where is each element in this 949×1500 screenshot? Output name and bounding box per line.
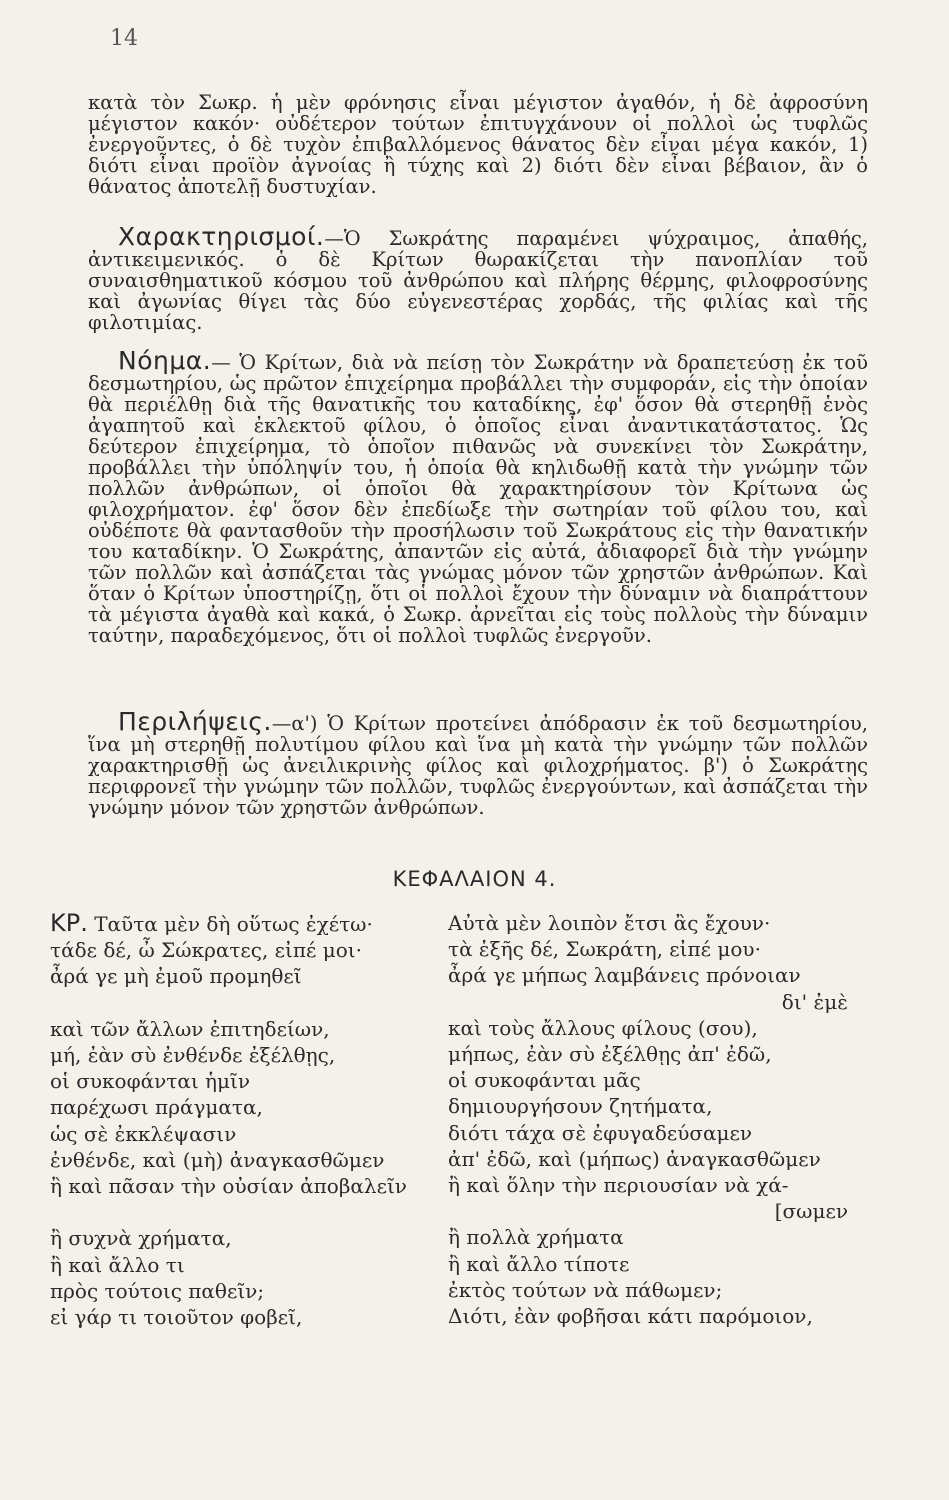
translation-line: δημιουργήσουν ζητήματα, xyxy=(448,1094,713,1119)
greek-line: ἆρά γε μὴ ἐμοῦ προμηθεῖ xyxy=(50,964,302,989)
greek-line: ὡς σὲ ἐκκλέψασιν xyxy=(50,1121,237,1146)
greek-line: ἢ καὶ πᾶσαν τὴν οὐσίαν ἀποβαλεῖν xyxy=(50,1174,407,1199)
translation-line: [σωμεν xyxy=(774,1199,848,1224)
greek-line xyxy=(50,1199,450,1225)
section-heading: Περιλήψεις. xyxy=(118,707,272,736)
translation-line: μήπως, ἐὰν σὺ ἐξέλθῃς ἀπ' ἐδῶ, xyxy=(448,1042,772,1067)
section-heading: Νόημα. xyxy=(118,346,212,375)
greek-line: ἢ συχνὰ χρήματα, xyxy=(50,1226,232,1251)
section-meaning xyxy=(88,346,868,647)
intro-text: κατὰ τὸν Σωκρ. ἡ μὲν φρόνησις εἶναι μέγιστον ἀγαθόν, ἡ δὲ ἀφροσύνη μέγιστον κακόν· οὐδέτερον τούτων ἐπιτυγχάνουν οἱ πολλοὶ ὡς τυφλῶς ἐνεργοῦντες, ὁ δὲ τυχὸν ἐπιβαλλόμενος θάνατος δὲν εἶναι μέγα κακόν, 1) διότι εἶναι προϊὸν ἀγνοίας ἢ τύχης καὶ 2) διότι δὲν εἶναι βέβαιον, ἂν ὁ θάνατος ἀποτελῇ δυστυχίαν. xyxy=(88,91,868,198)
translation-line: ἆρά γε μήπως λαμβάνεις πρόνοιαν xyxy=(448,963,801,988)
translation-line: οἱ συκοφάνται μᾶς xyxy=(448,1068,641,1093)
greek-line xyxy=(50,990,450,1016)
greek-line: τάδε δέ, ὦ Σώκρατες, εἰπέ μοι· xyxy=(50,938,362,963)
translation-line: δι' ἐμὲ xyxy=(781,989,848,1014)
meaning-paragraph xyxy=(88,346,868,647)
section-text: — Ὁ Κρίτων, διὰ νὰ πείσῃ τὸν Σωκράτην νὰ δραπετεύσῃ ἐκ τοῦ δεσμωτηρίου, ὡς πρῶτον ἐπιχείρημα προβάλλει τὴν συμφοράν, εἰς τὴν ὁποίαν θὰ περιέλθῃ διὰ τῆς θανατικῆς του καταδίκης, ἐφ' ὅσον θὰ στερηθῇ ἑνὸς ἀγαπητοῦ καὶ ἐκλεκτοῦ φίλου, ὁ ὁποῖος εἶναι ἀναντικατάστατος. Ὡς δεύτερον ἐπιχείρημα, τὸ ὁποῖον πιθανῶς νὰ συνεκίνει τὸν Σωκράτην, προβάλλει τὴν ὑπόληψίν του, ἡ ὁποία θὰ κηλιδωθῇ κατὰ τὴν γνώμην τῶν πολλῶν ἀνθρώπων, οἱ ὁποῖοι θὰ χαρακτηρίσουν τὸν Κρίτωνα ὡς φιλοχρήματον. ἐφ' ὅσον δὲν ἐπεδίωξε τὴν σωτηρίαν τοῦ φίλου του, καὶ οὐδέποτε θὰ φαντασθοῦν τὴν προσήλωσιν τοῦ Σωκράτους εἰς τὴν θανατικήν του καταδίκην. Ὁ Σωκράτης, ἀπαντῶν εἰς αὐτά, ἀδιαφορεῖ διὰ τὴν γνώμην τῶν πολλῶν καὶ ἀσπάζεται τὰς γνώμας μόνον τῶν χρηστῶν ἀνθρώπων. Καὶ ὅταν ὁ Κρίτων ὑποστηρίζῃ, ὅτι οἱ πολλοὶ ἔχουν τὴν δύναμιν νὰ διαπράττουν τὰ μέγιστα ἀγαθὰ καὶ κακά, ὁ Σωκρ. ἀρνεῖται εἰς τοὺς πολλοὺς τὴν δύναμιν ταύτην, παραδεχόμενος, ὅτι οἱ πολλοὶ τυφλῶς ἐνεργοῦν. xyxy=(88,351,868,647)
intro-paragraph xyxy=(88,92,868,197)
translation-line: ἢ καὶ ἄλλο τίποτε xyxy=(448,1251,630,1276)
translation-line: ἐκτὸς τούτων νὰ πάθωμεν; xyxy=(448,1277,723,1302)
translation-line: ἀπ' ἐδῶ, καὶ (μήπως) ἀναγκασθῶμεν xyxy=(448,1146,821,1171)
translation-line: Διότι, ἐὰν φοβῆσαι κάτι παρόμοιον, xyxy=(448,1304,813,1329)
section-text: —α') Ὁ Κρίτων προτείνει ἀπόδρασιν ἐκ τοῦ δεσμωτηρίου, ἵνα μὴ στερηθῇ πολυτίμου φίλου καὶ ἵνα μὴ κατὰ τὴν γνώμην τῶν πολλῶν χαρακτηρισθῇ ὡς ἀνειλικρινὴς φίλος καὶ φιλοχρήματος. β') ὁ Σωκράτης περιφρονεῖ τὴν γνώμην τῶν πολλῶν, τυφλῶς ἐνεργούντων, καὶ ἀσπάζεται τὴν γνώμην μόνον τῶν χρηστῶν ἀνθρώπων. xyxy=(88,712,868,819)
greek-line: ἢ καὶ ἄλλο τι xyxy=(50,1252,185,1277)
section-summaries xyxy=(88,707,868,819)
translation-line: τὰ ἑξῆς δέ, Σωκράτη, εἰπέ μου· xyxy=(448,937,761,962)
chapter-title: ΚΕΦΑΛΑΙΟΝ 4. xyxy=(392,867,557,891)
speaker-label: ΚΡ. xyxy=(50,909,88,937)
section-text: —Ὁ Σωκράτης παραμένει ψύχραιμος, ἀπαθής, ἀντικειμενικός. ὁ δὲ Κρίτων θωρακίζεται τὴν πανοπλίαν τοῦ συναισθηματικοῦ κόσμου τοῦ ἀνθρώπου καὶ πλήρης θέρμης, φιλοφροσύνης καὶ ἀγωνίας θίγει τὰς δύο εὐγενεστέρας χορδάς, τῆς φιλίας καὶ τῆς φιλοτιμίας. xyxy=(88,227,868,334)
greek-line: οἱ συκοφάνται ἡμῖν xyxy=(50,1069,251,1094)
translation-line: διότι τάχα σὲ ἐφυγαδεύσαμεν xyxy=(448,1120,753,1145)
section-characterizations xyxy=(88,222,868,334)
section-heading: Χαρακτηρισμοί. xyxy=(118,222,325,251)
page-number: 14 xyxy=(110,26,138,51)
greek-line: μή, ἐὰν σὺ ἐνθένδε ἐξέλθῃς, xyxy=(50,1043,336,1068)
translation-line: ἢ πολλὰ χρήματα xyxy=(448,1225,624,1250)
greek-line: ἐνθένδε, καὶ (μὴ) ἀναγκασθῶμεν xyxy=(50,1147,385,1172)
characterizations-paragraph xyxy=(88,222,868,334)
greek-original-column xyxy=(50,910,450,1330)
greek-line: παρέχωσι πράγματα, xyxy=(50,1095,263,1120)
translation-column xyxy=(448,910,848,1329)
greek-line: ΚΡ. Ταῦτα μὲν δὴ οὕτως ἐχέτω· xyxy=(50,909,373,937)
greek-line: πρὸς τούτοις παθεῖν; xyxy=(50,1278,265,1303)
translation-line: καὶ τοὺς ἄλλους φίλους (σου), xyxy=(448,1015,758,1040)
greek-line: εἰ γάρ τι τοιοῦτον φοβεῖ, xyxy=(50,1305,303,1330)
translation-line: Αὐτὰ μὲν λοιπὸν ἔτσι ἂς ἔχουν· xyxy=(448,911,771,935)
greek-line: καὶ τῶν ἄλλων ἐπιτηδείων, xyxy=(50,1016,330,1041)
translation-line: ἢ καὶ ὅλην τὴν περιουσίαν νὰ χά- xyxy=(448,1173,789,1198)
summaries-paragraph xyxy=(88,707,868,819)
